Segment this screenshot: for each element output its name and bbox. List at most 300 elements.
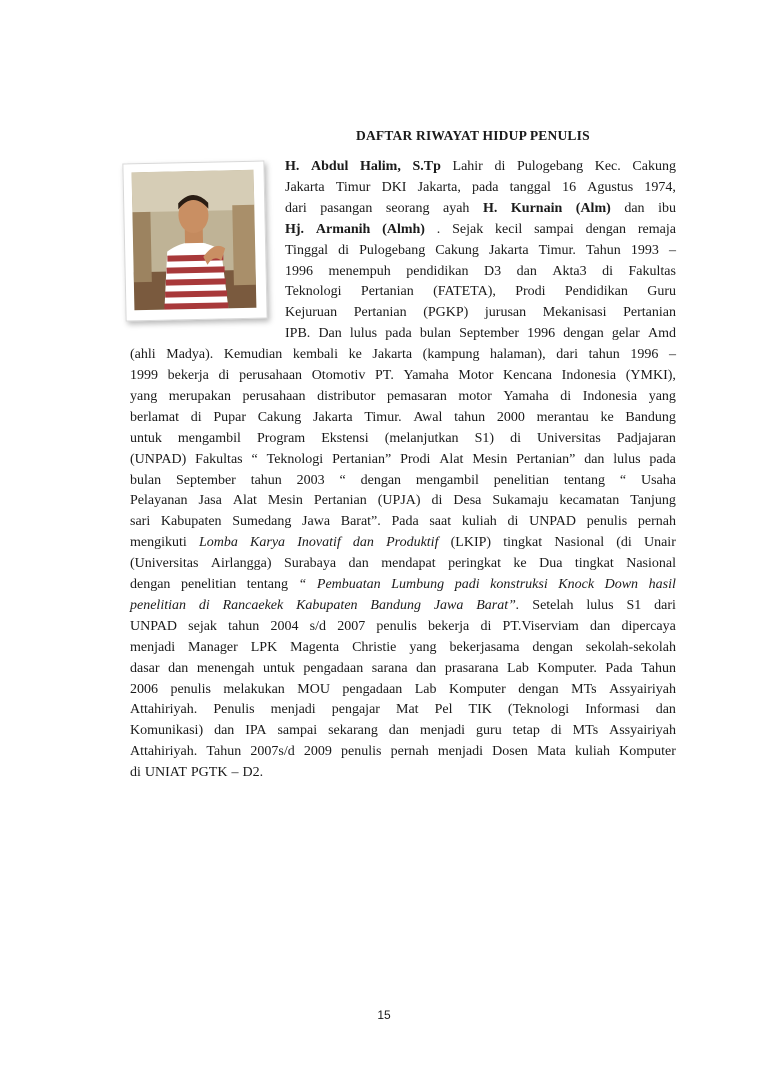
text-word: (Alm) — [575, 200, 611, 216]
text-word: Mekanisasi — [542, 305, 607, 321]
text-word: UNIAT — [144, 765, 187, 781]
text-word: MOU — [297, 681, 330, 697]
text-word: menjadi — [437, 744, 483, 760]
text-word: Halim, — [360, 159, 401, 174]
text-word: Airlangga) — [210, 556, 272, 572]
text-word: Pada — [391, 514, 419, 530]
text-word: PGTK — [190, 765, 228, 781]
text-word: Alat — [232, 493, 257, 509]
text-word: 1974, — [644, 179, 676, 195]
text-word: 2006 — [130, 681, 158, 697]
text-word: 2009 — [303, 744, 332, 760]
text-word: Tahun — [641, 660, 676, 676]
text-word: perusahaan — [239, 368, 303, 383]
text-word: Rancaekek — [222, 597, 284, 613]
text-word: H. — [285, 159, 300, 174]
text-word: tahun — [228, 618, 260, 634]
text-word: untuk — [262, 660, 295, 676]
text-word: Nasional — [626, 556, 676, 572]
text-word: bulan — [419, 326, 451, 342]
text-word: Alat — [439, 451, 464, 467]
text-word: kembali — [292, 347, 338, 363]
text-word: Dan — [318, 326, 342, 342]
text-line — [130, 700, 676, 721]
text-word: menjadi — [130, 639, 176, 655]
text-word: Pertanian” — [516, 451, 576, 467]
text-word: bekerja — [167, 368, 209, 383]
text-line — [130, 575, 676, 596]
text-word: Mesin — [267, 493, 303, 509]
text-line — [285, 178, 676, 199]
text-word: di — [218, 368, 230, 383]
text-word: penulis — [170, 681, 211, 697]
text-word: melakukan — [223, 681, 285, 697]
text-line — [130, 680, 676, 701]
text-word: sampai — [277, 723, 318, 739]
text-word: penelitian — [130, 597, 186, 613]
text-word: PT. — [375, 368, 394, 383]
text-word: di — [550, 723, 562, 739]
text-word: (LKIP) — [450, 535, 492, 551]
text-word: Pel — [434, 702, 453, 718]
text-word: Bandung — [625, 409, 676, 425]
text-word: Magenta — [290, 639, 340, 655]
text-word: dengan — [532, 639, 573, 655]
text-word: MTs — [571, 681, 597, 697]
text-word: 1996 — [527, 326, 556, 342]
text-word: jurusan — [484, 305, 527, 321]
text-word: dan — [388, 723, 410, 739]
text-word: Universitas — [537, 430, 601, 446]
text-word: Tinggal — [285, 242, 329, 258]
text-word: Pertanian — [360, 284, 414, 300]
text-word: Awal — [413, 409, 443, 425]
text-word: Lahir — [452, 159, 483, 174]
text-word: Teknologi — [266, 451, 324, 467]
text-word: Kemudian — [223, 347, 283, 363]
text-line — [130, 471, 676, 492]
text-word: sekarang — [328, 723, 378, 739]
text-word: guru — [476, 723, 502, 739]
text-word: Pertanian — [353, 305, 407, 321]
text-word: (melanjutkan — [384, 430, 459, 446]
text-word: untuk — [130, 430, 162, 446]
text-line — [130, 533, 676, 554]
text-line — [130, 659, 676, 680]
text-word: Produktif — [386, 535, 439, 551]
text-word: Kec. — [594, 159, 621, 174]
text-word: pengadaan — [303, 660, 364, 676]
text-word: UNPAD — [130, 618, 177, 634]
text-word: “ — [339, 472, 346, 488]
text-word: DKI — [381, 179, 407, 195]
text-word: pengadaan — [342, 681, 403, 697]
text-word: Armanih — [315, 221, 371, 237]
text-word: Tanjung — [630, 493, 676, 509]
text-word: halaman), — [490, 347, 546, 363]
text-word: Yamaha — [503, 388, 549, 404]
text-line — [130, 554, 676, 575]
text-word: dan — [168, 660, 189, 676]
text-word: IPB. — [285, 326, 311, 342]
text-word: kuliah — [461, 514, 497, 530]
text-word: dengan — [518, 681, 559, 697]
text-word: penulis — [376, 618, 417, 634]
author-portrait-photo — [132, 170, 257, 311]
text-word: prasarana — [444, 660, 499, 676]
text-line — [130, 638, 676, 659]
text-word: Cakung — [435, 242, 479, 258]
text-word: dan — [590, 618, 611, 634]
text-word: saat — [429, 514, 452, 530]
text-word: Jawa — [433, 597, 464, 613]
text-word: ke — [348, 347, 362, 363]
text-word: S.Tp — [412, 159, 441, 174]
text-word: dari — [654, 597, 676, 613]
text-word: ke — [600, 409, 614, 425]
text-word: UNPAD — [529, 514, 577, 530]
text-word: September — [175, 472, 236, 488]
text-word: – — [668, 242, 676, 258]
text-word: Teknologi — [285, 284, 342, 300]
text-word: (UPJA) — [377, 493, 421, 509]
text-word: merantau — [536, 409, 589, 425]
text-word: Program — [256, 430, 306, 446]
text-word: merupakan — [168, 388, 231, 404]
text-word: Penulis — [213, 702, 255, 718]
text-word: pasangan — [320, 200, 373, 216]
text-word: Kencana — [503, 368, 553, 383]
text-word: padi — [454, 577, 480, 592]
text-word: Jawa — [302, 514, 331, 530]
text-word: Lab — [414, 681, 437, 697]
text-word: Fakultas — [195, 451, 243, 467]
text-word: menempuh — [328, 263, 391, 279]
text-word: Assyairiyah — [609, 723, 676, 739]
text-word: bulan — [130, 472, 162, 488]
text-word: tahun — [250, 472, 282, 488]
text-word: Otomotiv — [311, 368, 366, 383]
text-word: dan — [624, 200, 645, 216]
text-word: dan — [516, 263, 537, 279]
text-word: (ahli — [130, 347, 156, 363]
text-word: yang — [130, 388, 158, 404]
page-title: DAFTAR RIWAYAT HIDUP PENULIS — [356, 128, 590, 143]
text-line — [130, 491, 676, 512]
text-word: Ekstensi — [321, 430, 369, 446]
text-word: Padjajaran — [616, 430, 676, 446]
portrait-illustration — [132, 170, 257, 311]
text-word: hasil — [648, 577, 676, 592]
text-word: LPK — [250, 639, 278, 655]
text-word: penulis — [586, 514, 628, 530]
text-word: Pertanian” — [332, 451, 392, 467]
text-word: – — [668, 347, 676, 363]
text-word: pendidikan — [406, 263, 469, 279]
text-word: D3 — [483, 263, 502, 279]
text-word: Inovatif — [297, 535, 341, 551]
text-word: dan — [416, 660, 437, 676]
text-word: pernah — [637, 514, 676, 530]
text-line — [130, 763, 676, 784]
text-word: 2007s/d — [250, 744, 295, 760]
text-word: Guru — [647, 284, 676, 300]
text-word: Tahun — [206, 744, 242, 760]
text-line — [130, 721, 676, 742]
text-word: Jakarta — [488, 242, 529, 258]
text-word: pemasaran — [386, 388, 447, 404]
text-word: Hj. — [285, 221, 305, 237]
text-word: (kampung — [422, 347, 480, 363]
text-word: “ — [251, 451, 258, 467]
text-word: Christie — [352, 639, 397, 655]
text-word: berlamat — [130, 409, 179, 425]
text-word: pengajar — [331, 702, 380, 718]
text-word: sekolah-sekolah — [585, 639, 676, 655]
text-line — [130, 617, 676, 638]
text-word: bekerjasama — [449, 639, 520, 655]
text-word: di — [560, 388, 572, 404]
text-word: Kabupaten — [160, 514, 222, 530]
text-word: (Universitas — [130, 556, 199, 572]
text-word: Agustus — [587, 179, 634, 195]
text-word: (Teknologi — [507, 702, 570, 718]
text-word: Cakung — [632, 159, 676, 174]
text-word: Pada — [605, 660, 633, 676]
text-word: lulus — [586, 597, 614, 613]
text-word: mengambil — [415, 472, 479, 488]
text-word: tingkat — [574, 556, 614, 572]
text-line — [130, 429, 676, 450]
text-word: motor — [458, 388, 492, 404]
text-word: Lumbung — [391, 577, 445, 592]
text-word: s/d — [309, 618, 326, 634]
text-word: dengan — [563, 326, 604, 342]
text-word: dan — [214, 723, 235, 739]
text-word: (YMKI), — [625, 368, 676, 383]
text-word: 1999 — [130, 368, 158, 383]
text-word: Dua — [539, 556, 563, 572]
text-word: Sumedang — [232, 514, 292, 530]
text-word: Akta3 — [552, 263, 587, 279]
text-word: Barat”. — [476, 597, 520, 613]
text-word: Pulogebang — [359, 242, 426, 258]
author-photo-frame — [122, 161, 267, 322]
text-word: tingkat — [503, 535, 543, 551]
text-word: Motor — [458, 368, 494, 383]
text-word: dengan — [130, 577, 171, 592]
text-word: Madya). — [166, 347, 214, 363]
text-word: Indonesia — [582, 388, 638, 404]
text-word: (UNPAD) — [130, 451, 187, 467]
text-word: di — [190, 409, 202, 425]
text-word: Setelah — [532, 597, 574, 613]
text-word: MTs — [572, 723, 599, 739]
text-word: (di — [616, 535, 632, 551]
text-word: penelitian — [181, 577, 237, 592]
text-word: penulis — [341, 744, 382, 760]
text-word: Knock — [558, 577, 595, 592]
text-word: seorang — [385, 200, 430, 216]
text-word: – — [231, 765, 239, 781]
text-word: Surabaya — [284, 556, 337, 572]
text-word: September — [459, 326, 519, 342]
text-word: dari — [556, 347, 579, 363]
text-word: di — [338, 242, 350, 258]
text-line — [130, 596, 676, 617]
text-word: Pertanian — [313, 493, 367, 509]
text-word: 1993 — [630, 242, 659, 258]
text-word: lulus — [613, 451, 641, 467]
text-word: Indonesia — [561, 368, 617, 383]
text-word: Nasional — [554, 535, 605, 551]
text-word: Sukamaju — [492, 493, 549, 509]
text-word: gelar — [611, 326, 640, 342]
text-word: dan — [352, 535, 374, 551]
text-word: sampai — [534, 221, 574, 237]
text-line — [285, 282, 676, 303]
text-word: distributor — [317, 388, 376, 404]
text-word: Pelayanan — [130, 493, 188, 509]
text-word: Lomba — [198, 535, 238, 551]
text-word: S1 — [626, 597, 642, 613]
text-word: “ — [619, 472, 627, 488]
text-word: Pertanian — [623, 305, 676, 321]
text-word: D2. — [242, 765, 264, 781]
text-word: di — [494, 159, 506, 174]
text-word: 16 — [562, 179, 577, 195]
text-word: Pembuatan — [316, 577, 381, 592]
text-word: Yamaha — [403, 368, 449, 383]
text-line — [130, 345, 676, 366]
text-word: Timur — [335, 179, 371, 195]
text-line — [285, 262, 676, 283]
text-word: Abdul — [311, 159, 349, 174]
text-word: dengan — [360, 472, 402, 488]
text-word: pada — [649, 451, 676, 467]
text-word: Bandung — [370, 597, 421, 613]
text-word: tanggal — [509, 179, 551, 195]
text-word: di — [602, 263, 613, 279]
text-word: Dosen — [492, 744, 528, 760]
text-word: mengikuti — [130, 535, 187, 551]
text-word: Komputer. — [537, 660, 597, 676]
text-word: perusahaan — [242, 388, 306, 404]
text-line — [285, 199, 676, 220]
text-word: Timur. — [538, 242, 576, 258]
text-word: pernah — [390, 744, 429, 760]
text-word: Barat”. — [340, 514, 381, 530]
text-line — [285, 157, 676, 178]
text-word: 2004 — [270, 618, 299, 634]
text-word: Timur. — [364, 409, 402, 425]
text-line — [130, 387, 676, 408]
text-word: di — [480, 618, 492, 634]
text-word: Komputer — [619, 744, 676, 760]
text-word: Tahun — [585, 242, 621, 258]
page-number: 15 — [377, 1008, 391, 1022]
text-word: Pupar — [213, 409, 246, 425]
text-word: menjadi — [419, 723, 466, 739]
text-word: Kurnain — [510, 200, 563, 216]
text-word: IPA — [245, 723, 267, 739]
text-word: Amd — [647, 326, 676, 342]
text-word: yang — [409, 639, 437, 655]
text-word: PT.Viserviam — [502, 618, 579, 634]
text-word: yang — [648, 388, 676, 404]
text-word: menjadi — [270, 702, 316, 718]
text-word: sarana — [371, 660, 408, 676]
text-word: Down — [604, 577, 639, 592]
text-word: Unair — [643, 535, 676, 551]
text-word: ke — [513, 556, 527, 572]
text-word: pada — [472, 179, 499, 195]
text-word: Fakultas — [628, 263, 676, 279]
text-word: . — [436, 221, 441, 237]
text-word: Mata — [537, 744, 566, 760]
text-word: dengan — [585, 221, 627, 237]
text-word: penelitian — [493, 472, 549, 488]
text-word: lulus — [349, 326, 378, 342]
text-word: bekerja — [428, 618, 470, 634]
text-word: mendapat — [381, 556, 436, 572]
text-word: “ — [298, 577, 307, 592]
text-word: Cakung — [257, 409, 302, 425]
text-word: Attahiriyah. — [130, 702, 198, 718]
text-word: Komputer — [448, 681, 506, 697]
text-word: Jakarta — [285, 179, 325, 195]
text-word: 1996 — [285, 263, 313, 279]
text-line — [130, 742, 676, 763]
text-word: dan — [348, 556, 369, 572]
text-word: dan — [584, 451, 605, 467]
text-word: Usaha — [640, 472, 676, 488]
text-word: tentang — [563, 472, 606, 488]
text-word: Komunikasi) — [130, 723, 204, 739]
text-word: di — [431, 493, 443, 509]
text-word: dan — [655, 702, 676, 718]
text-word: Prodi — [515, 284, 546, 300]
text-line — [130, 366, 676, 387]
text-word: 2007 — [337, 618, 366, 634]
text-word: di — [510, 430, 521, 446]
text-line — [285, 303, 676, 324]
text-line — [130, 450, 676, 471]
text-word: Karya — [250, 535, 286, 551]
text-word: konstruksi — [490, 577, 548, 592]
text-word: tentang — [246, 577, 288, 592]
text-word: Jakarta — [312, 409, 353, 425]
text-word: ibu — [658, 200, 676, 216]
text-word: peringkat — [448, 556, 501, 572]
text-line — [285, 220, 676, 241]
text-word: S1) — [474, 430, 495, 446]
text-word: tetap — [512, 723, 540, 739]
text-word: remaja — [637, 221, 676, 237]
text-word: ayah — [443, 200, 470, 216]
text-word: di — [198, 597, 210, 613]
text-word: sejak — [188, 618, 217, 634]
text-word: Sejak — [452, 221, 484, 237]
text-word: (Almh) — [382, 221, 425, 237]
text-word: H. — [482, 200, 498, 216]
text-word: Pulogebang — [516, 159, 584, 174]
text-word: kecil — [495, 221, 523, 237]
text-word: Manager — [188, 639, 238, 655]
text-word: Kabupaten — [296, 597, 358, 613]
text-word: kuliah — [575, 744, 611, 760]
text-word: dipercaya — [621, 618, 676, 634]
